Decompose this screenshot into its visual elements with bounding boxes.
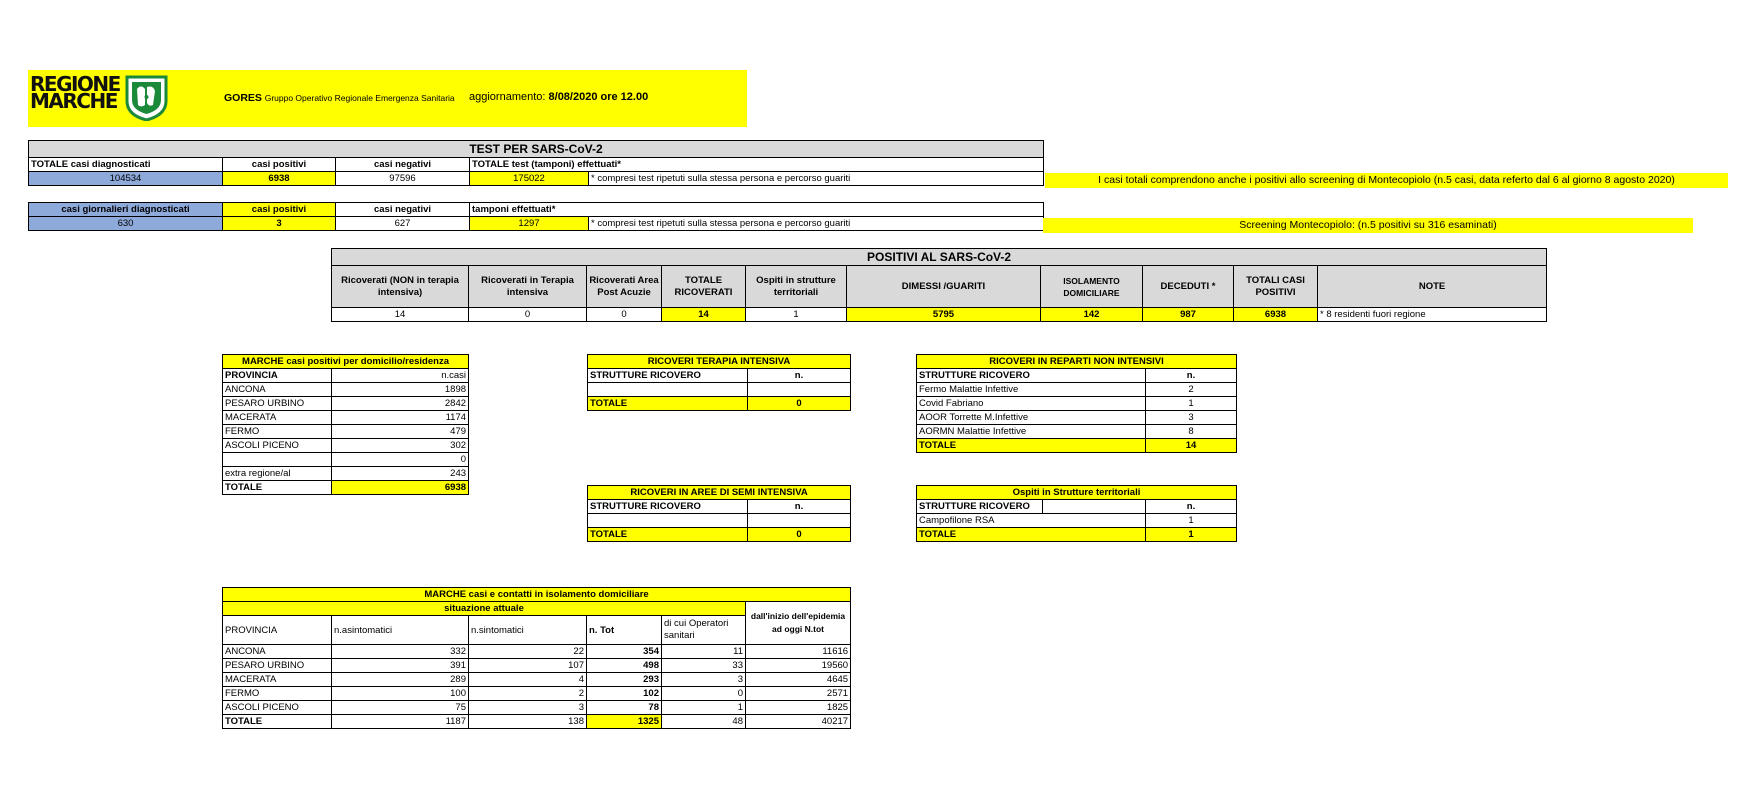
row-provincia: ASCOLI PICENO — [223, 701, 332, 715]
struttura-name: Fermo Malattie Infettive — [917, 383, 1146, 397]
empty-cell — [1043, 500, 1146, 514]
empty-cell — [748, 514, 851, 528]
header-totale-test: TOTALE test (tamponi) effettuati* — [470, 158, 1044, 172]
table-row — [917, 383, 1237, 397]
provincia-value: 302 — [332, 439, 469, 453]
provincia-name: ANCONA — [223, 383, 332, 397]
struttura-value: 3 — [1146, 411, 1237, 425]
table-row — [223, 645, 851, 659]
provincia-name — [223, 453, 332, 467]
value-ricoverati-ti: 0 — [469, 308, 587, 322]
terapia-total-label: TOTALE — [588, 397, 748, 411]
header-post-acuzie: Ricoverati Area Post Acuzie — [587, 266, 662, 308]
table-row — [223, 411, 469, 425]
row-tot: 102 — [587, 687, 662, 701]
header-ricoverati-non-ti: Ricoverati (NON in terapia intensiva) — [332, 266, 469, 308]
empty-cell — [588, 514, 748, 528]
header-dimessi-guariti: DIMESSI /GUARITI — [847, 266, 1041, 308]
row-oper: 1 — [662, 701, 746, 715]
row-oper: 33 — [662, 659, 746, 673]
isolamento-col-asint: n.asintomatici — [332, 616, 469, 645]
provincia-value: 243 — [332, 467, 469, 481]
row-tot: 354 — [587, 645, 662, 659]
total-since: 40217 — [746, 715, 851, 729]
total-provincia: TOTALE — [223, 715, 332, 729]
header-totali-positivi: TOTALI CASI POSITIVI — [1234, 266, 1318, 308]
table-row — [223, 439, 469, 453]
value-totale-casi: 104534 — [29, 172, 223, 186]
row-since: 1825 — [746, 701, 851, 715]
terapia-intensiva-title: RICOVERI TERAPIA INTENSIVA — [588, 355, 851, 369]
total-oper: 48 — [662, 715, 746, 729]
update-value: 8/08/2020 ore 12.00 — [548, 91, 649, 103]
header-totale-ricoverati: TOTALE RICOVERATI — [662, 266, 746, 308]
value-ospiti-strutture: 1 — [746, 308, 847, 322]
row-sint: 107 — [469, 659, 587, 673]
row-tot: 498 — [587, 659, 662, 673]
row-since: 19560 — [746, 659, 851, 673]
positivi-title: POSITIVI AL SARS-CoV-2 — [332, 249, 1547, 266]
logo-line-1: REGIONE — [30, 72, 120, 96]
positivi-table — [331, 248, 1547, 322]
struttura-value: 2 — [1146, 383, 1237, 397]
strutture-col-header: STRUTTURE RICOVERO — [588, 500, 748, 514]
isolamento-col-provincia: PROVINCIA — [223, 616, 332, 645]
strutture-territoriali-title: Ospiti in Strutture territoriali — [917, 486, 1237, 500]
row-since: 4645 — [746, 673, 851, 687]
non-intensivi-table — [916, 354, 1237, 453]
table-row — [917, 425, 1237, 439]
update-label: aggiornamento: — [469, 91, 546, 103]
value-totali-positivi: 6938 — [1234, 308, 1318, 322]
row-provincia: PESARO URBINO — [223, 659, 332, 673]
provincia-value: 479 — [332, 425, 469, 439]
value-casi-positivi: 6938 — [223, 172, 336, 186]
row-since: 11616 — [746, 645, 851, 659]
provincia-name: MACERATA — [223, 411, 332, 425]
n-col-header: n. — [748, 500, 851, 514]
header-totale-casi: TOTALE casi diagnosticati — [29, 158, 223, 172]
provincia-name: ASCOLI PICENO — [223, 439, 332, 453]
row-provincia: ANCONA — [223, 645, 332, 659]
provincia-total-label: TOTALE — [223, 481, 332, 495]
side-note-montecopiolo: I casi totali comprendono anche i positivi allo screening di Montecopiolo (n.5 casi, data referto dal 6 al giorno 8 agosto 2020) — [1045, 173, 1728, 188]
value-casi-negativi: 97596 — [336, 172, 470, 186]
value-isolamento: 142 — [1041, 308, 1143, 322]
value-ricoverati-non-ti: 14 — [332, 308, 469, 322]
provincia-name: FERMO — [223, 425, 332, 439]
struttura-value: 1 — [1146, 514, 1237, 528]
table-row — [917, 411, 1237, 425]
header-ricoverati-ti: Ricoverati in Terapia intensiva — [469, 266, 587, 308]
territoriali-total-label: TOTALE — [917, 528, 1146, 542]
struttura-value: 8 — [1146, 425, 1237, 439]
semi-total-label: TOTALE — [588, 528, 748, 542]
header-casi-giornalieri: casi giornalieri diagnosticati — [29, 203, 223, 217]
provincia-col-header: PROVINCIA — [223, 369, 332, 383]
isolamento-title: MARCHE casi e contatti in isolamento domiciliare — [223, 588, 851, 602]
provincia-value: 1898 — [332, 383, 469, 397]
header-isolamento: ISOLAMENTO DOMICILIARE — [1041, 266, 1143, 308]
strutture-col-header: STRUTTURE RICOVERO — [588, 369, 748, 383]
provincia-value: 2842 — [332, 397, 469, 411]
table-row — [917, 397, 1237, 411]
value-tamponi: 1297 — [470, 217, 589, 231]
struttura-name: AOOR Torrette M.Infettive — [917, 411, 1146, 425]
value-totale-ricoverati: 14 — [662, 308, 746, 322]
gores-description: Gruppo Operativo Regionale Emergenza Sanitaria — [264, 93, 455, 103]
table-row — [223, 659, 851, 673]
table-row — [588, 514, 851, 528]
struttura-name: Covid Fabriano — [917, 397, 1146, 411]
row-sint: 22 — [469, 645, 587, 659]
n-col-header: n. — [748, 369, 851, 383]
row-provincia: FERMO — [223, 687, 332, 701]
semi-intensiva-title: RICOVERI IN AREE DI SEMI INTENSIVA — [588, 486, 851, 500]
header-tamponi: tamponi effettuati* — [470, 203, 1044, 217]
provincia-table — [222, 354, 469, 495]
table-row — [223, 397, 469, 411]
total-tot: 1325 — [587, 715, 662, 729]
row-oper: 0 — [662, 687, 746, 701]
struttura-value: 1 — [1146, 397, 1237, 411]
table-row — [588, 383, 851, 397]
n-col-header: n. — [1146, 500, 1237, 514]
row-asint: 332 — [332, 645, 469, 659]
strutture-territoriali-table — [916, 485, 1237, 542]
row-asint: 391 — [332, 659, 469, 673]
update-timestamp — [469, 91, 648, 103]
header-daily-positivi: casi positivi — [223, 203, 336, 217]
table-row — [223, 467, 469, 481]
non-intensivi-total-value: 14 — [1146, 439, 1237, 453]
gores-title: GORES — [224, 92, 262, 104]
value-dimessi-guariti: 5795 — [847, 308, 1041, 322]
provincia-name: PESARO URBINO — [223, 397, 332, 411]
terapia-total-value: 0 — [748, 397, 851, 411]
row-sint: 2 — [469, 687, 587, 701]
provincia-total-value: 6938 — [332, 481, 469, 495]
non-intensivi-title: RICOVERI IN REPARTI NON INTENSIVI — [917, 355, 1237, 369]
semi-intensiva-table — [587, 485, 851, 542]
table-row — [223, 673, 851, 687]
test-table-title: TEST PER SARS-CoV-2 — [29, 141, 1044, 158]
value-note: * 8 residenti fuori regione — [1318, 308, 1547, 322]
table-row — [223, 453, 469, 467]
logo-line-2: MARCHE — [30, 89, 117, 113]
daily-note: * compresi test ripetuti sulla stessa persona e percorso guariti — [589, 217, 1044, 231]
row-asint: 100 — [332, 687, 469, 701]
territoriali-total-value: 1 — [1146, 528, 1237, 542]
row-tot: 293 — [587, 673, 662, 687]
isolamento-col-oper: di cui Operatori sanitari — [662, 616, 746, 645]
row-asint: 75 — [332, 701, 469, 715]
row-since: 2571 — [746, 687, 851, 701]
isolamento-col-tot: n. Tot — [587, 616, 662, 645]
row-oper: 3 — [662, 673, 746, 687]
table-row — [917, 514, 1237, 528]
row-oper: 11 — [662, 645, 746, 659]
header-ospiti-strutture: Ospiti in strutture territoriali — [746, 266, 847, 308]
header-casi-positivi: casi positivi — [223, 158, 336, 172]
strutture-col-header: STRUTTURE RICOVERO — [917, 500, 1043, 514]
provincia-name: extra regione/al — [223, 467, 332, 481]
value-post-acuzie: 0 — [587, 308, 662, 322]
gores-label — [224, 92, 455, 104]
provincia-value: 1174 — [332, 411, 469, 425]
total-asint: 1187 — [332, 715, 469, 729]
struttura-name: Campofilone RSA — [917, 514, 1146, 528]
semi-total-value: 0 — [748, 528, 851, 542]
isolamento-table — [222, 587, 851, 729]
non-intensivi-total-label: TOTALE — [917, 439, 1146, 453]
value-daily-positivi: 3 — [223, 217, 336, 231]
row-asint: 289 — [332, 673, 469, 687]
value-casi-giornalieri: 630 — [29, 217, 223, 231]
test-table — [28, 140, 1044, 186]
table-row — [223, 425, 469, 439]
isolamento-col-sint: n.sintomatici — [469, 616, 587, 645]
header-casi-negativi: casi negativi — [336, 158, 470, 172]
daily-table — [28, 202, 1044, 231]
empty-cell — [588, 383, 748, 397]
row-provincia: MACERATA — [223, 673, 332, 687]
header-deceduti: DECEDUTI * — [1143, 266, 1234, 308]
row-sint: 4 — [469, 673, 587, 687]
value-totale-test: 175022 — [470, 172, 589, 186]
isolamento-subtitle: situazione attuale — [223, 602, 746, 616]
table-row — [223, 701, 851, 715]
since-header: dall'inizio dell'epidemia ad oggi N.tot — [746, 602, 851, 645]
provincia-title: MARCHE casi positivi per domicilio/residenza — [223, 355, 469, 369]
value-daily-negativi: 627 — [336, 217, 470, 231]
table-row — [223, 383, 469, 397]
value-deceduti: 987 — [1143, 308, 1234, 322]
provincia-value: 0 — [332, 453, 469, 467]
total-sint: 138 — [469, 715, 587, 729]
n-col-header: n. — [1146, 369, 1237, 383]
table-row — [223, 687, 851, 701]
struttura-name: AORMN Malattie Infettive — [917, 425, 1146, 439]
regione-marche-logo — [30, 72, 130, 113]
test-note: * compresi test ripetuti sulla stessa persona e percorso guariti — [589, 172, 1044, 186]
regione-marche-emblem-icon — [125, 75, 168, 121]
header-daily-negativi: casi negativi — [336, 203, 470, 217]
side-note-screening: Screening Montecopiolo: (n.5 positivi su 316 esaminati) — [1043, 218, 1693, 233]
empty-cell — [748, 383, 851, 397]
ncasi-col-header: n.casi — [332, 369, 469, 383]
row-tot: 78 — [587, 701, 662, 715]
row-sint: 3 — [469, 701, 587, 715]
terapia-intensiva-table — [587, 354, 851, 411]
strutture-col-header: STRUTTURE RICOVERO — [917, 369, 1146, 383]
header-note: NOTE — [1318, 266, 1547, 308]
